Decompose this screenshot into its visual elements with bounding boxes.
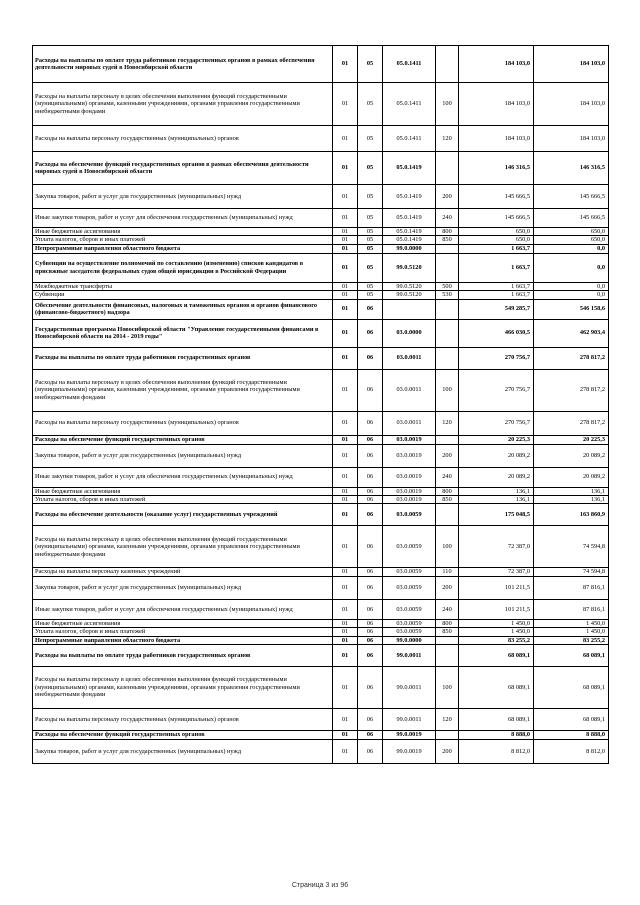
row-subsection: 06 — [358, 526, 383, 568]
row-target-article: 03.0.0059 — [383, 599, 436, 619]
row-amount-1: 83 255,2 — [459, 636, 534, 644]
row-section: 01 — [333, 599, 358, 619]
row-subsection: 05 — [358, 291, 383, 299]
row-target-article: 03.0.0011 — [383, 347, 436, 369]
row-target-article: 05.0.1419 — [383, 152, 436, 185]
row-target-article: 05.0.1419 — [383, 185, 436, 209]
row-name: Государственная программа Новосибирской области "Управление государственными финансами в Новосибирской области на 2014 - 2019 годы" — [33, 319, 333, 347]
row-name: Расходы на выплаты персоналу в целях обеспечения выполнения функций государственными (муниципальными) органами, казенными учреждениями, органами управления государственными внебюджетными фондами — [33, 83, 333, 126]
row-name: Расходы на выплаты персоналу в целях обеспечения выполнения функций государственными (муниципальными) органами, казенными учреждениями, органами управления государственными внебюджетными фондами — [33, 667, 333, 709]
row-subsection: 06 — [358, 740, 383, 764]
row-expense-type: 530 — [436, 291, 459, 299]
row-amount-1: 145 666,5 — [459, 209, 534, 228]
table-row — [33, 299, 609, 319]
table-row — [33, 576, 609, 599]
row-section: 01 — [333, 576, 358, 599]
row-name: Межбюджетные трансферты — [33, 282, 333, 290]
row-amount-2: 87 816,1 — [534, 599, 609, 619]
row-subsection: 06 — [358, 444, 383, 467]
row-target-article: 05.0.1411 — [383, 126, 436, 152]
row-target-article: 99.0.0011 — [383, 645, 436, 667]
row-name: Расходы на обеспечение функций государственных органов в рамках обеспечения деятельности мировых судей в Новосибирской области — [33, 152, 333, 185]
row-section: 01 — [333, 185, 358, 209]
row-expense-type — [436, 319, 459, 347]
row-subsection: 05 — [358, 209, 383, 228]
row-name: Расходы на выплаты персоналу в целях обеспечения выполнения функций государственными (муниципальными) органами, казенными учреждениями, органами управления государственными внебюджетными фондами — [33, 369, 333, 411]
row-target-article: 03.0.0011 — [383, 411, 436, 435]
row-section: 01 — [333, 253, 358, 282]
row-subsection: 06 — [358, 435, 383, 444]
row-subsection: 06 — [358, 504, 383, 526]
row-expense-type: 110 — [436, 568, 459, 576]
row-section: 01 — [333, 369, 358, 411]
row-target-article: 99.0.0011 — [383, 709, 436, 731]
row-amount-1: 72 387,0 — [459, 526, 534, 568]
table-row — [33, 709, 609, 731]
row-amount-2: 278 817,2 — [534, 411, 609, 435]
row-expense-type: 200 — [436, 576, 459, 599]
row-section: 01 — [333, 526, 358, 568]
row-amount-2: 462 903,4 — [534, 319, 609, 347]
row-name: Расходы на выплаты по оплате труда работников государственных органов — [33, 347, 333, 369]
row-section: 01 — [333, 209, 358, 228]
row-amount-1: 8 812,0 — [459, 740, 534, 764]
row-expense-type: 100 — [436, 369, 459, 411]
row-amount-1: 1 663,7 — [459, 282, 534, 290]
row-subsection: 05 — [358, 282, 383, 290]
row-subsection: 06 — [358, 568, 383, 576]
row-name: Иные бюджетные ассигнования — [33, 487, 333, 495]
row-section: 01 — [333, 568, 358, 576]
row-subsection: 06 — [358, 667, 383, 709]
row-amount-2: 145 666,5 — [534, 209, 609, 228]
row-amount-1: 68 089,1 — [459, 645, 534, 667]
row-target-article: 03.0.0019 — [383, 496, 436, 504]
row-name: Уплата налогов, сборов и иных платежей — [33, 628, 333, 636]
row-target-article — [383, 299, 436, 319]
row-expense-type: 200 — [436, 740, 459, 764]
row-amount-1: 549 285,7 — [459, 299, 534, 319]
table-row — [33, 83, 609, 126]
table-row — [33, 467, 609, 487]
row-subsection: 06 — [358, 731, 383, 740]
row-section: 01 — [333, 487, 358, 495]
row-target-article: 05.0.1419 — [383, 209, 436, 228]
row-amount-2: 0,0 — [534, 282, 609, 290]
row-section: 01 — [333, 291, 358, 299]
table-row — [33, 628, 609, 636]
row-amount-1: 650,0 — [459, 236, 534, 244]
row-amount-2: 68 089,1 — [534, 709, 609, 731]
row-amount-2: 650,0 — [534, 236, 609, 244]
row-amount-2: 20 089,2 — [534, 444, 609, 467]
table-row — [33, 636, 609, 644]
row-amount-1: 136,1 — [459, 487, 534, 495]
row-amount-2: 83 255,2 — [534, 636, 609, 644]
table-row — [33, 526, 609, 568]
row-target-article: 99.0.0011 — [383, 667, 436, 709]
row-target-article: 99.0.0000 — [383, 636, 436, 644]
row-amount-2: 163 860,9 — [534, 504, 609, 526]
row-amount-1: 1 663,7 — [459, 244, 534, 253]
row-subsection: 05 — [358, 236, 383, 244]
row-name: Иные закупки товаров, работ и услуг для обеспечения государственных (муниципальных) нужд — [33, 467, 333, 487]
row-section: 01 — [333, 467, 358, 487]
row-amount-2: 74 594,8 — [534, 568, 609, 576]
row-target-article: 99.0.5120 — [383, 291, 436, 299]
budget-table — [32, 45, 609, 764]
row-expense-type — [436, 636, 459, 644]
row-amount-1: 650,0 — [459, 228, 534, 236]
row-subsection: 05 — [358, 152, 383, 185]
row-amount-2: 136,1 — [534, 487, 609, 495]
row-target-article: 03.0.0059 — [383, 628, 436, 636]
row-name: Иные бюджетные ассигнования — [33, 228, 333, 236]
row-section: 01 — [333, 636, 358, 644]
table-row — [33, 209, 609, 228]
table-row — [33, 496, 609, 504]
row-name: Расходы на обеспечение функций государственных органов — [33, 731, 333, 740]
row-amount-2: 546 158,6 — [534, 299, 609, 319]
row-amount-1: 101 211,5 — [459, 576, 534, 599]
row-name: Иные бюджетные ассигнования — [33, 619, 333, 627]
row-subsection: 05 — [358, 126, 383, 152]
row-subsection: 05 — [358, 46, 383, 83]
row-amount-2: 0,0 — [534, 244, 609, 253]
row-target-article: 03.0.0059 — [383, 576, 436, 599]
row-name: Расходы на выплаты персоналу государственных (муниципальных) органов — [33, 709, 333, 731]
row-amount-1: 20 089,2 — [459, 467, 534, 487]
table-row — [33, 435, 609, 444]
table-row — [33, 228, 609, 236]
row-amount-1: 1 663,7 — [459, 291, 534, 299]
row-target-article: 03.0.0059 — [383, 619, 436, 627]
table-row — [33, 740, 609, 764]
row-amount-1: 270 756,7 — [459, 411, 534, 435]
table-body — [33, 46, 609, 764]
row-subsection: 06 — [358, 347, 383, 369]
row-target-article: 05.0.1419 — [383, 236, 436, 244]
row-amount-2: 650,0 — [534, 228, 609, 236]
row-expense-type — [436, 731, 459, 740]
row-subsection: 06 — [358, 487, 383, 495]
row-name: Закупка товаров, работ и услуг для государственных (муниципальных) нужд — [33, 185, 333, 209]
row-expense-type — [436, 152, 459, 185]
row-name: Закупка товаров, работ и услуг для государственных (муниципальных) нужд — [33, 576, 333, 599]
row-amount-2: 136,1 — [534, 496, 609, 504]
row-expense-type — [436, 645, 459, 667]
table-row — [33, 244, 609, 253]
row-amount-2: 8 888,0 — [534, 731, 609, 740]
row-name: Расходы на выплаты персоналу государственных (муниципальных) органов — [33, 411, 333, 435]
row-expense-type: 850 — [436, 628, 459, 636]
row-section: 01 — [333, 667, 358, 709]
row-name: Непрограммные направления областного бюджета — [33, 636, 333, 644]
row-amount-2: 87 816,1 — [534, 576, 609, 599]
row-subsection: 05 — [358, 253, 383, 282]
row-target-article: 99.0.0019 — [383, 731, 436, 740]
row-name: Уплата налогов, сборов и иных платежей — [33, 496, 333, 504]
row-subsection: 06 — [358, 645, 383, 667]
row-expense-type — [436, 244, 459, 253]
row-section: 01 — [333, 299, 358, 319]
row-expense-type: 120 — [436, 411, 459, 435]
row-section: 01 — [333, 645, 358, 667]
row-amount-1: 101 211,5 — [459, 599, 534, 619]
table-row — [33, 319, 609, 347]
row-amount-2: 146 316,5 — [534, 152, 609, 185]
row-target-article: 03.0.0059 — [383, 504, 436, 526]
row-target-article: 99.0.0019 — [383, 740, 436, 764]
row-target-article: 99.0.5120 — [383, 253, 436, 282]
row-name: Закупка товаров, работ и услуг для государственных (муниципальных) нужд — [33, 740, 333, 764]
row-target-article: 03.0.0019 — [383, 487, 436, 495]
table-row — [33, 185, 609, 209]
table-row — [33, 645, 609, 667]
row-amount-2: 68 089,1 — [534, 667, 609, 709]
row-section: 01 — [333, 228, 358, 236]
row-amount-1: 68 089,1 — [459, 709, 534, 731]
row-amount-1: 20 089,2 — [459, 444, 534, 467]
row-name: Непрограммные направления областного бюджета — [33, 244, 333, 253]
row-subsection: 06 — [358, 709, 383, 731]
row-name: Расходы на обеспечение деятельности (оказание услуг) государственных учреждений — [33, 504, 333, 526]
row-section: 01 — [333, 444, 358, 467]
row-expense-type: 200 — [436, 444, 459, 467]
table-row — [33, 152, 609, 185]
row-section: 01 — [333, 236, 358, 244]
row-amount-1: 72 387,0 — [459, 568, 534, 576]
row-name: Обеспечение деятельности финансовых, налоговых и таможенных органов и органов финансового (финансово-бюджетного) надзора — [33, 299, 333, 319]
row-target-article: 99.0.0000 — [383, 244, 436, 253]
row-amount-1: 136,1 — [459, 496, 534, 504]
row-expense-type — [436, 299, 459, 319]
table-row — [33, 46, 609, 83]
row-section: 01 — [333, 740, 358, 764]
row-amount-1: 1 450,0 — [459, 628, 534, 636]
row-amount-2: 184 103,0 — [534, 83, 609, 126]
row-name: Расходы на обеспечение функций государственных органов — [33, 435, 333, 444]
table-row — [33, 568, 609, 576]
row-section: 01 — [333, 628, 358, 636]
row-amount-1: 1 450,0 — [459, 619, 534, 627]
row-target-article: 03.0.0000 — [383, 319, 436, 347]
row-name: Уплата налогов, сборов и иных платежей — [33, 236, 333, 244]
row-section: 01 — [333, 347, 358, 369]
row-subsection: 05 — [358, 244, 383, 253]
row-amount-1: 1 663,7 — [459, 253, 534, 282]
row-amount-1: 184 103,0 — [459, 126, 534, 152]
row-target-article: 05.0.1411 — [383, 46, 436, 83]
row-section: 01 — [333, 152, 358, 185]
row-expense-type: 800 — [436, 619, 459, 627]
row-section: 01 — [333, 83, 358, 126]
row-section: 01 — [333, 504, 358, 526]
row-expense-type — [436, 253, 459, 282]
row-subsection: 06 — [358, 619, 383, 627]
row-expense-type: 120 — [436, 126, 459, 152]
row-amount-2: 20 225,3 — [534, 435, 609, 444]
row-amount-2: 278 817,2 — [534, 347, 609, 369]
row-subsection: 06 — [358, 319, 383, 347]
table-row — [33, 282, 609, 290]
row-expense-type — [436, 46, 459, 83]
row-subsection: 06 — [358, 576, 383, 599]
row-amount-1: 466 030,5 — [459, 319, 534, 347]
row-amount-2: 0,0 — [534, 291, 609, 299]
row-amount-1: 20 225,3 — [459, 435, 534, 444]
row-subsection: 06 — [358, 299, 383, 319]
row-amount-1: 270 756,7 — [459, 347, 534, 369]
row-amount-2: 1 450,0 — [534, 628, 609, 636]
row-target-article: 99.0.5120 — [383, 282, 436, 290]
row-section: 01 — [333, 411, 358, 435]
table-row — [33, 347, 609, 369]
row-target-article: 03.0.0019 — [383, 435, 436, 444]
row-section: 01 — [333, 46, 358, 83]
table-row — [33, 599, 609, 619]
row-section: 01 — [333, 619, 358, 627]
row-expense-type: 850 — [436, 236, 459, 244]
row-expense-type: 120 — [436, 709, 459, 731]
row-amount-2: 20 089,2 — [534, 467, 609, 487]
row-amount-1: 8 888,0 — [459, 731, 534, 740]
row-section: 01 — [333, 244, 358, 253]
row-expense-type: 240 — [436, 209, 459, 228]
row-name: Иные закупки товаров, работ и услуг для обеспечения государственных (муниципальных) нужд — [33, 209, 333, 228]
table-row — [33, 291, 609, 299]
row-name: Субвенции — [33, 291, 333, 299]
row-subsection: 06 — [358, 496, 383, 504]
row-amount-2: 278 817,2 — [534, 369, 609, 411]
row-amount-1: 184 103,0 — [459, 83, 534, 126]
row-amount-2: 184 103,0 — [534, 46, 609, 83]
row-name: Расходы на выплаты персоналу казенных учреждений — [33, 568, 333, 576]
row-subsection: 05 — [358, 185, 383, 209]
row-amount-2: 184 103,0 — [534, 126, 609, 152]
row-target-article: 03.0.0019 — [383, 467, 436, 487]
row-subsection: 06 — [358, 411, 383, 435]
row-target-article: 03.0.0059 — [383, 526, 436, 568]
row-amount-1: 184 103,0 — [459, 46, 534, 83]
budget-table-sheet — [32, 45, 608, 764]
row-name: Субвенции на осуществление полномочий по составлению (изменению) списков кандидатов в присяжные заседатели федеральных судов общей юрисдикции в Российской Федерации — [33, 253, 333, 282]
page-footer: Страница 3 из 96 — [291, 882, 349, 889]
row-name: Расходы на выплаты персоналу государственных (муниципальных) органов — [33, 126, 333, 152]
row-expense-type: 200 — [436, 185, 459, 209]
row-amount-1: 68 089,1 — [459, 667, 534, 709]
row-expense-type — [436, 435, 459, 444]
row-section: 01 — [333, 731, 358, 740]
table-row — [33, 236, 609, 244]
table-row — [33, 411, 609, 435]
row-expense-type: 800 — [436, 228, 459, 236]
table-row — [33, 369, 609, 411]
table-row — [33, 731, 609, 740]
row-section: 01 — [333, 435, 358, 444]
row-amount-2: 145 666,5 — [534, 185, 609, 209]
row-section: 01 — [333, 496, 358, 504]
row-amount-2: 68 089,1 — [534, 645, 609, 667]
row-target-article: 03.0.0019 — [383, 444, 436, 467]
row-target-article: 05.0.1419 — [383, 228, 436, 236]
row-amount-1: 175 048,5 — [459, 504, 534, 526]
row-target-article: 03.0.0011 — [383, 369, 436, 411]
table-row — [33, 126, 609, 152]
row-expense-type: 100 — [436, 526, 459, 568]
row-section: 01 — [333, 126, 358, 152]
table-row — [33, 504, 609, 526]
row-section: 01 — [333, 319, 358, 347]
row-expense-type — [436, 347, 459, 369]
table-row — [33, 619, 609, 627]
row-section: 01 — [333, 282, 358, 290]
row-name: Закупка товаров, работ и услуг для государственных (муниципальных) нужд — [33, 444, 333, 467]
row-expense-type: 800 — [436, 487, 459, 495]
row-name: Расходы на выплаты по оплате труда работников государственных органов в рамках обеспечения деятельности мировых судей в Новосибирской области — [33, 46, 333, 83]
row-expense-type: 500 — [436, 282, 459, 290]
table-row — [33, 487, 609, 495]
table-row — [33, 444, 609, 467]
row-name: Иные закупки товаров, работ и услуг для обеспечения государственных (муниципальных) нужд — [33, 599, 333, 619]
row-amount-1: 145 666,5 — [459, 185, 534, 209]
row-subsection: 05 — [358, 228, 383, 236]
row-expense-type: 100 — [436, 667, 459, 709]
row-amount-1: 146 316,5 — [459, 152, 534, 185]
row-target-article: 05.0.1411 — [383, 83, 436, 126]
row-subsection: 06 — [358, 628, 383, 636]
row-subsection: 06 — [358, 467, 383, 487]
row-target-article: 03.0.0059 — [383, 568, 436, 576]
row-expense-type: 240 — [436, 467, 459, 487]
row-name: Расходы на выплаты по оплате труда работников государственных органов — [33, 645, 333, 667]
row-amount-1: 270 756,7 — [459, 369, 534, 411]
row-name: Расходы на выплаты персоналу в целях обеспечения выполнения функций государственными (муниципальными) органами, казенными учреждениями, органами управления государственными внебюджетными фондами — [33, 526, 333, 568]
row-expense-type: 850 — [436, 496, 459, 504]
row-subsection: 06 — [358, 369, 383, 411]
row-amount-2: 1 450,0 — [534, 619, 609, 627]
row-amount-2: 8 812,0 — [534, 740, 609, 764]
table-row — [33, 253, 609, 282]
row-subsection: 05 — [358, 83, 383, 126]
row-expense-type: 240 — [436, 599, 459, 619]
row-section: 01 — [333, 709, 358, 731]
row-expense-type: 100 — [436, 83, 459, 126]
row-expense-type — [436, 504, 459, 526]
row-subsection: 06 — [358, 636, 383, 644]
row-subsection: 06 — [358, 599, 383, 619]
row-amount-2: 74 594,8 — [534, 526, 609, 568]
row-amount-2: 0,0 — [534, 253, 609, 282]
table-row — [33, 667, 609, 709]
